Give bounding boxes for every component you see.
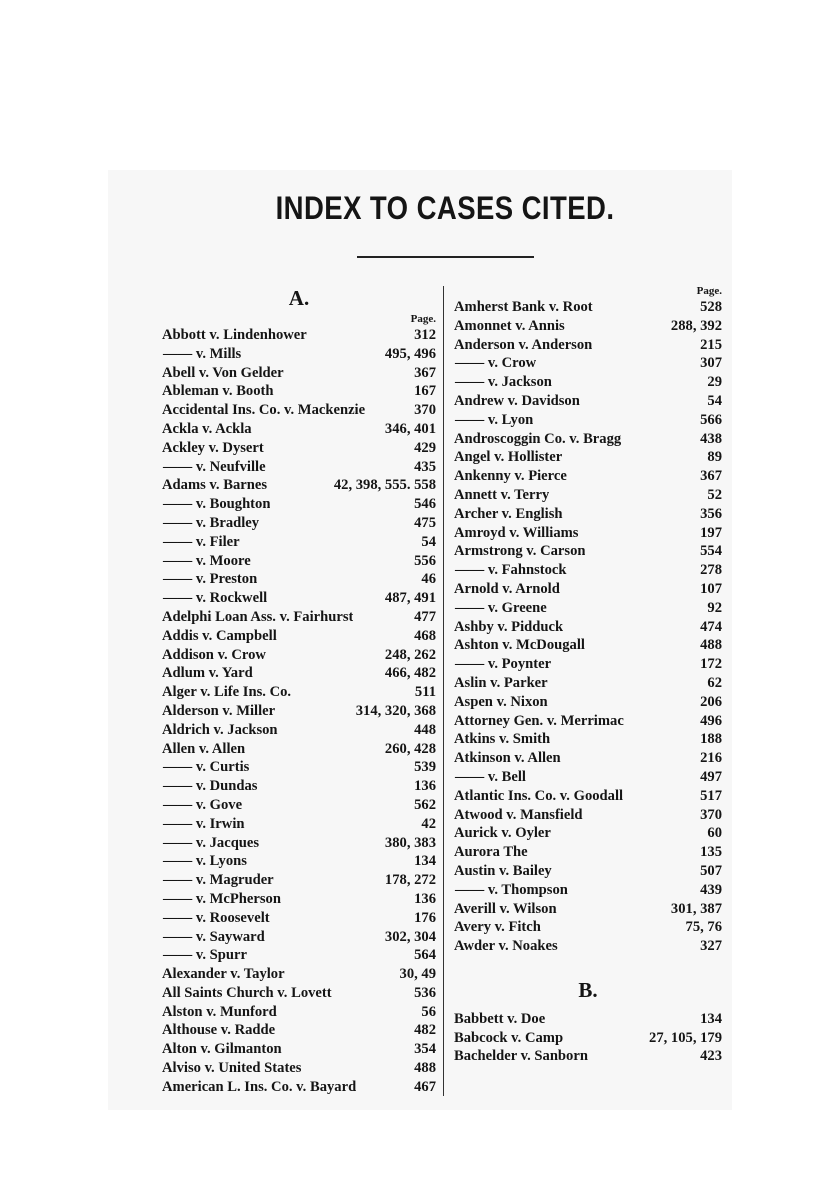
index-entry bbox=[454, 430, 722, 449]
page-references: 468 bbox=[414, 627, 436, 644]
case-name: Atwood v. Mansfield bbox=[454, 806, 583, 823]
index-entry bbox=[162, 533, 436, 552]
case-name: Allen v. Allen bbox=[162, 740, 246, 757]
index-entry bbox=[162, 401, 436, 420]
case-name: Atkinson v. Allen bbox=[454, 750, 561, 767]
case-name: Alderson v. Miller bbox=[162, 702, 276, 719]
index-entry bbox=[454, 881, 722, 900]
page-references: 30, 49 bbox=[399, 966, 436, 983]
index-entry bbox=[454, 1010, 722, 1029]
index-entry bbox=[162, 683, 436, 702]
page-references: 546 bbox=[414, 496, 436, 513]
index-entry bbox=[162, 1003, 436, 1022]
page-references: 307 bbox=[700, 355, 722, 372]
index-entry bbox=[162, 1059, 436, 1078]
page-references: 46 bbox=[421, 571, 436, 588]
index-entry bbox=[162, 627, 436, 646]
index-entry bbox=[162, 834, 436, 853]
case-name: Bachelder v. Sanborn bbox=[454, 1048, 588, 1065]
page-references: 562 bbox=[414, 796, 436, 813]
index-entry bbox=[454, 862, 722, 881]
case-name: Althouse v. Radde bbox=[162, 1022, 276, 1039]
index-entry bbox=[162, 364, 436, 383]
case-name: All Saints Church v. Lovett bbox=[162, 984, 332, 1001]
index-entry bbox=[454, 824, 722, 843]
case-name: Ackla v. Ackla bbox=[162, 420, 252, 437]
case-name: Andrew v. Davidson bbox=[454, 392, 580, 409]
case-name: —— v. Fahnstock bbox=[455, 562, 567, 579]
case-name: —— v. Thompson bbox=[455, 881, 568, 898]
case-name: Ankenny v. Pierce bbox=[454, 468, 567, 485]
page-references: 356 bbox=[700, 505, 722, 522]
index-entry bbox=[454, 486, 722, 505]
case-name: Alviso v. United States bbox=[162, 1060, 302, 1077]
case-name: Androscoggin Co. v. Bragg bbox=[454, 430, 622, 447]
index-entry bbox=[454, 806, 722, 825]
index-entry bbox=[454, 1047, 722, 1066]
case-name: Armstrong v. Carson bbox=[454, 543, 586, 560]
page-references: 482 bbox=[414, 1022, 436, 1039]
page-references: 564 bbox=[414, 947, 436, 964]
case-name: Amherst Bank v. Root bbox=[454, 299, 593, 315]
case-name: —— v. Jackson bbox=[455, 374, 552, 391]
page-references: 511 bbox=[414, 684, 436, 701]
index-entry bbox=[162, 514, 436, 533]
entry-list-right-b bbox=[454, 1010, 722, 1066]
page-references: 136 bbox=[414, 778, 436, 795]
case-name: Aldrich v. Jackson bbox=[162, 721, 278, 738]
page-references: 467 bbox=[414, 1078, 436, 1095]
case-name: Addis v. Campbell bbox=[162, 627, 277, 644]
entry-list-left bbox=[162, 326, 436, 1097]
index-entry bbox=[162, 702, 436, 721]
case-name: —— v. Preston bbox=[163, 571, 258, 588]
case-name: —— v. Dundas bbox=[163, 778, 258, 795]
index-entry bbox=[162, 758, 436, 777]
case-name: —— v. Neufville bbox=[163, 458, 266, 475]
page-references: 301, 387 bbox=[670, 900, 722, 917]
index-entry bbox=[162, 646, 436, 665]
case-name: Arnold v. Arnold bbox=[454, 580, 560, 597]
index-entry bbox=[162, 796, 436, 815]
index-entry bbox=[454, 392, 722, 411]
section-letter-a: A. bbox=[288, 286, 310, 310]
page-references: 172 bbox=[700, 656, 722, 673]
case-name: —— v. Poynter bbox=[455, 656, 552, 673]
page-references: 438 bbox=[700, 430, 722, 447]
case-name: —— v. Bell bbox=[455, 768, 526, 785]
index-entry bbox=[454, 580, 722, 599]
page-references: 248, 262 bbox=[384, 646, 436, 663]
case-name: Atlantic Ins. Co. v. Goodall bbox=[454, 787, 624, 804]
case-name: Abell v. Von Gelder bbox=[162, 364, 284, 381]
case-name: —— v. Jacques bbox=[163, 834, 260, 851]
index-entry bbox=[454, 693, 722, 712]
case-name: Ableman v. Booth bbox=[162, 383, 274, 400]
page-column-header: Page. bbox=[696, 285, 722, 297]
index-entry bbox=[454, 636, 722, 655]
case-name: Angel v. Hollister bbox=[454, 449, 563, 466]
page-references: 556 bbox=[414, 552, 436, 569]
page-references: 487, 491 bbox=[384, 590, 436, 607]
page-references: 367 bbox=[700, 468, 722, 485]
page-references: 278 bbox=[700, 562, 722, 579]
case-name: —— v. Sayward bbox=[163, 928, 265, 945]
case-name: Babbett v. Doe bbox=[454, 1010, 546, 1027]
section-letter-b: B. bbox=[578, 977, 598, 1002]
page-references: 60 bbox=[707, 825, 722, 842]
case-name: Ackley v. Dysert bbox=[162, 439, 264, 456]
page-references: 539 bbox=[414, 759, 436, 776]
page-references: 566 bbox=[700, 411, 722, 428]
index-entry bbox=[454, 937, 722, 956]
index-entry bbox=[162, 552, 436, 571]
page-references: 536 bbox=[414, 984, 436, 1001]
page-references: 466, 482 bbox=[384, 665, 436, 682]
page-references: 312 bbox=[414, 327, 436, 343]
page-references: 528 bbox=[700, 299, 722, 315]
page-references: 92 bbox=[707, 599, 722, 616]
page-references: 346, 401 bbox=[384, 420, 436, 437]
page-references: 477 bbox=[414, 608, 436, 625]
index-entry bbox=[162, 909, 436, 928]
case-name: —— v. Rockwell bbox=[163, 590, 268, 607]
case-name: —— v. Spurr bbox=[163, 947, 247, 964]
case-name: Abbott v. Lindenhower bbox=[162, 327, 307, 343]
page-references: 327 bbox=[700, 938, 722, 955]
page-references: 507 bbox=[700, 862, 722, 879]
page-references: 423 bbox=[700, 1048, 722, 1065]
page-references: 354 bbox=[414, 1041, 436, 1058]
index-entry bbox=[454, 900, 722, 919]
index-entry bbox=[162, 664, 436, 683]
page-references: 370 bbox=[700, 806, 722, 823]
case-name: —— v. Greene bbox=[455, 599, 547, 616]
case-name: Alger v. Life Ins. Co. bbox=[162, 684, 292, 701]
index-entry bbox=[454, 336, 722, 355]
page-column-header: Page. bbox=[410, 313, 436, 325]
case-name: —— v. Moore bbox=[163, 552, 251, 569]
page-references: 134 bbox=[414, 853, 436, 870]
case-name: Adelphi Loan Ass. v. Fairhurst bbox=[162, 608, 354, 625]
page-references: 42 bbox=[421, 815, 436, 832]
page-references: 89 bbox=[707, 449, 722, 466]
index-column-left bbox=[162, 284, 436, 1097]
case-name: Anderson v. Anderson bbox=[454, 336, 593, 353]
index-entry bbox=[162, 1021, 436, 1040]
page-references: 370 bbox=[414, 402, 436, 419]
index-entry bbox=[454, 749, 722, 768]
index-entry bbox=[454, 542, 722, 561]
index-entry bbox=[162, 570, 436, 589]
case-name: Alexander v. Taylor bbox=[162, 966, 285, 983]
case-name: Amonnet v. Annis bbox=[454, 317, 565, 334]
case-name: American L. Ins. Co. v. Bayard bbox=[162, 1078, 357, 1095]
index-entry bbox=[162, 984, 436, 1003]
index-entry bbox=[454, 317, 722, 336]
index-entry bbox=[162, 458, 436, 477]
index-entry bbox=[454, 411, 722, 430]
index-entry bbox=[454, 843, 722, 862]
case-name: —— v. Bradley bbox=[163, 514, 260, 531]
title-rule bbox=[357, 256, 534, 258]
page-references: 176 bbox=[414, 909, 436, 926]
page-references: 75, 76 bbox=[685, 919, 722, 936]
index-entry bbox=[454, 467, 722, 486]
page-references: 488 bbox=[414, 1060, 436, 1077]
page-title: INDEX TO CASES CITED. bbox=[275, 190, 615, 226]
case-name: Austin v. Bailey bbox=[454, 862, 552, 879]
index-entry bbox=[454, 599, 722, 618]
index-entry bbox=[454, 298, 722, 317]
page-references: 488 bbox=[700, 637, 722, 654]
page-references: 496 bbox=[700, 712, 722, 729]
index-entry bbox=[162, 1040, 436, 1059]
entry-list-right-a bbox=[454, 298, 722, 956]
case-name: Averill v. Wilson bbox=[454, 900, 557, 917]
index-entry bbox=[454, 655, 722, 674]
page-references: 260, 428 bbox=[384, 740, 436, 757]
case-name: —— v. Filer bbox=[163, 533, 240, 550]
page-references: 29 bbox=[707, 374, 722, 391]
case-name: Aslin v. Parker bbox=[454, 674, 548, 691]
case-name: Ashton v. McDougall bbox=[454, 637, 585, 654]
page-references: 167 bbox=[414, 383, 436, 400]
index-entry bbox=[162, 740, 436, 759]
index-entry bbox=[162, 476, 436, 495]
index-entry bbox=[454, 1029, 722, 1048]
index-entry bbox=[162, 928, 436, 947]
index-entry bbox=[162, 852, 436, 871]
case-name: Aspen v. Nixon bbox=[454, 693, 548, 710]
index-entry bbox=[454, 712, 722, 731]
index-entry bbox=[162, 495, 436, 514]
page-references: 135 bbox=[700, 844, 722, 861]
case-name: Ashby v. Pidduck bbox=[454, 618, 564, 635]
page-references: 314, 320, 368 bbox=[355, 702, 436, 719]
index-entry bbox=[162, 777, 436, 796]
index-entry bbox=[162, 326, 436, 345]
index-entry bbox=[454, 373, 722, 392]
page-references: 367 bbox=[414, 364, 436, 381]
page-references: 216 bbox=[700, 750, 722, 767]
page-references: 54 bbox=[421, 533, 436, 550]
page-references: 302, 304 bbox=[384, 928, 436, 945]
case-name: —— v. Curtis bbox=[163, 759, 250, 776]
case-name: Adams v. Barnes bbox=[162, 477, 268, 494]
case-name: Babcock v. Camp bbox=[454, 1029, 564, 1046]
page-references: 197 bbox=[700, 524, 722, 541]
case-name: Accidental Ins. Co. v. Mackenzie bbox=[162, 402, 366, 419]
case-name: Awder v. Noakes bbox=[454, 938, 558, 955]
case-name: —— v. Irwin bbox=[163, 815, 245, 832]
case-name: —— v. Lyons bbox=[163, 853, 247, 870]
page-references: 215 bbox=[700, 336, 722, 353]
page-references: 134 bbox=[700, 1010, 722, 1027]
index-entry bbox=[162, 420, 436, 439]
index-entry bbox=[454, 730, 722, 749]
index-entry bbox=[454, 524, 722, 543]
case-name: Amroyd v. Williams bbox=[454, 524, 579, 541]
page-references: 42, 398, 555. 558 bbox=[333, 477, 436, 494]
page-references: 435 bbox=[414, 458, 436, 475]
page-references: 429 bbox=[414, 439, 436, 456]
index-entry bbox=[162, 382, 436, 401]
index-entry bbox=[454, 787, 722, 806]
case-name: —— v. Gove bbox=[163, 796, 243, 813]
index-entry bbox=[454, 561, 722, 580]
index-entry bbox=[162, 871, 436, 890]
page-references: 52 bbox=[707, 486, 722, 503]
page-references: 136 bbox=[414, 890, 436, 907]
index-entry bbox=[162, 721, 436, 740]
case-name: Addison v. Crow bbox=[162, 646, 266, 663]
index-entry bbox=[454, 768, 722, 787]
case-name: —— v. Magruder bbox=[163, 872, 274, 889]
index-entry bbox=[162, 589, 436, 608]
index-entry bbox=[454, 505, 722, 524]
case-name: —— v. Lyon bbox=[455, 411, 534, 428]
index-entry bbox=[454, 674, 722, 693]
page-references: 517 bbox=[700, 787, 722, 804]
index-entry bbox=[454, 918, 722, 937]
index-entry bbox=[454, 448, 722, 467]
page-references: 474 bbox=[700, 618, 722, 635]
page-references: 495, 496 bbox=[384, 345, 436, 362]
case-name: —— v. Crow bbox=[455, 355, 537, 372]
case-name: Adlum v. Yard bbox=[162, 665, 253, 682]
page-references: 288, 392 bbox=[670, 317, 722, 334]
index-entry bbox=[162, 965, 436, 984]
index-entry bbox=[162, 890, 436, 909]
section-spacer bbox=[454, 956, 722, 976]
case-name: —— v. McPherson bbox=[163, 890, 281, 907]
case-name: —— v. Mills bbox=[163, 345, 242, 362]
case-name: Annett v. Terry bbox=[454, 486, 550, 503]
page-references: 206 bbox=[700, 693, 722, 710]
index-entry bbox=[162, 815, 436, 834]
case-name: Alston v. Munford bbox=[162, 1003, 277, 1020]
index-entry bbox=[162, 608, 436, 627]
case-name: —— v. Boughton bbox=[163, 496, 271, 513]
case-name: Alton v. Gilmanton bbox=[162, 1041, 282, 1058]
case-name: Aurora The bbox=[454, 844, 528, 861]
case-name: Attorney Gen. v. Merrimac bbox=[454, 712, 624, 729]
case-name: Archer v. English bbox=[454, 505, 563, 522]
index-entry bbox=[162, 345, 436, 364]
index-entry bbox=[162, 1078, 436, 1097]
index-entry bbox=[454, 618, 722, 637]
case-name: Aurick v. Oyler bbox=[454, 825, 551, 842]
page-references: 475 bbox=[414, 514, 436, 531]
case-name: Atkins v. Smith bbox=[454, 731, 551, 748]
case-name: —— v. Roosevelt bbox=[163, 909, 270, 926]
index-entry bbox=[162, 946, 436, 965]
page-references: 554 bbox=[700, 543, 722, 560]
page-references: 178, 272 bbox=[384, 872, 436, 889]
index-entry bbox=[454, 354, 722, 373]
page-references: 27, 105, 179 bbox=[649, 1029, 722, 1046]
page-references: 188 bbox=[700, 731, 722, 748]
index-column-right bbox=[454, 284, 722, 1066]
page-references: 107 bbox=[700, 580, 722, 597]
page-references: 439 bbox=[700, 881, 722, 898]
page-references: 380, 383 bbox=[384, 834, 436, 851]
page-references: 448 bbox=[414, 721, 436, 738]
column-divider bbox=[443, 286, 444, 1096]
index-entry bbox=[162, 439, 436, 458]
page-references: 56 bbox=[421, 1003, 436, 1020]
case-name: Avery v. Fitch bbox=[454, 919, 541, 936]
page-references: 497 bbox=[700, 768, 722, 785]
page-references: 62 bbox=[707, 674, 722, 691]
page-references: 54 bbox=[707, 392, 722, 409]
